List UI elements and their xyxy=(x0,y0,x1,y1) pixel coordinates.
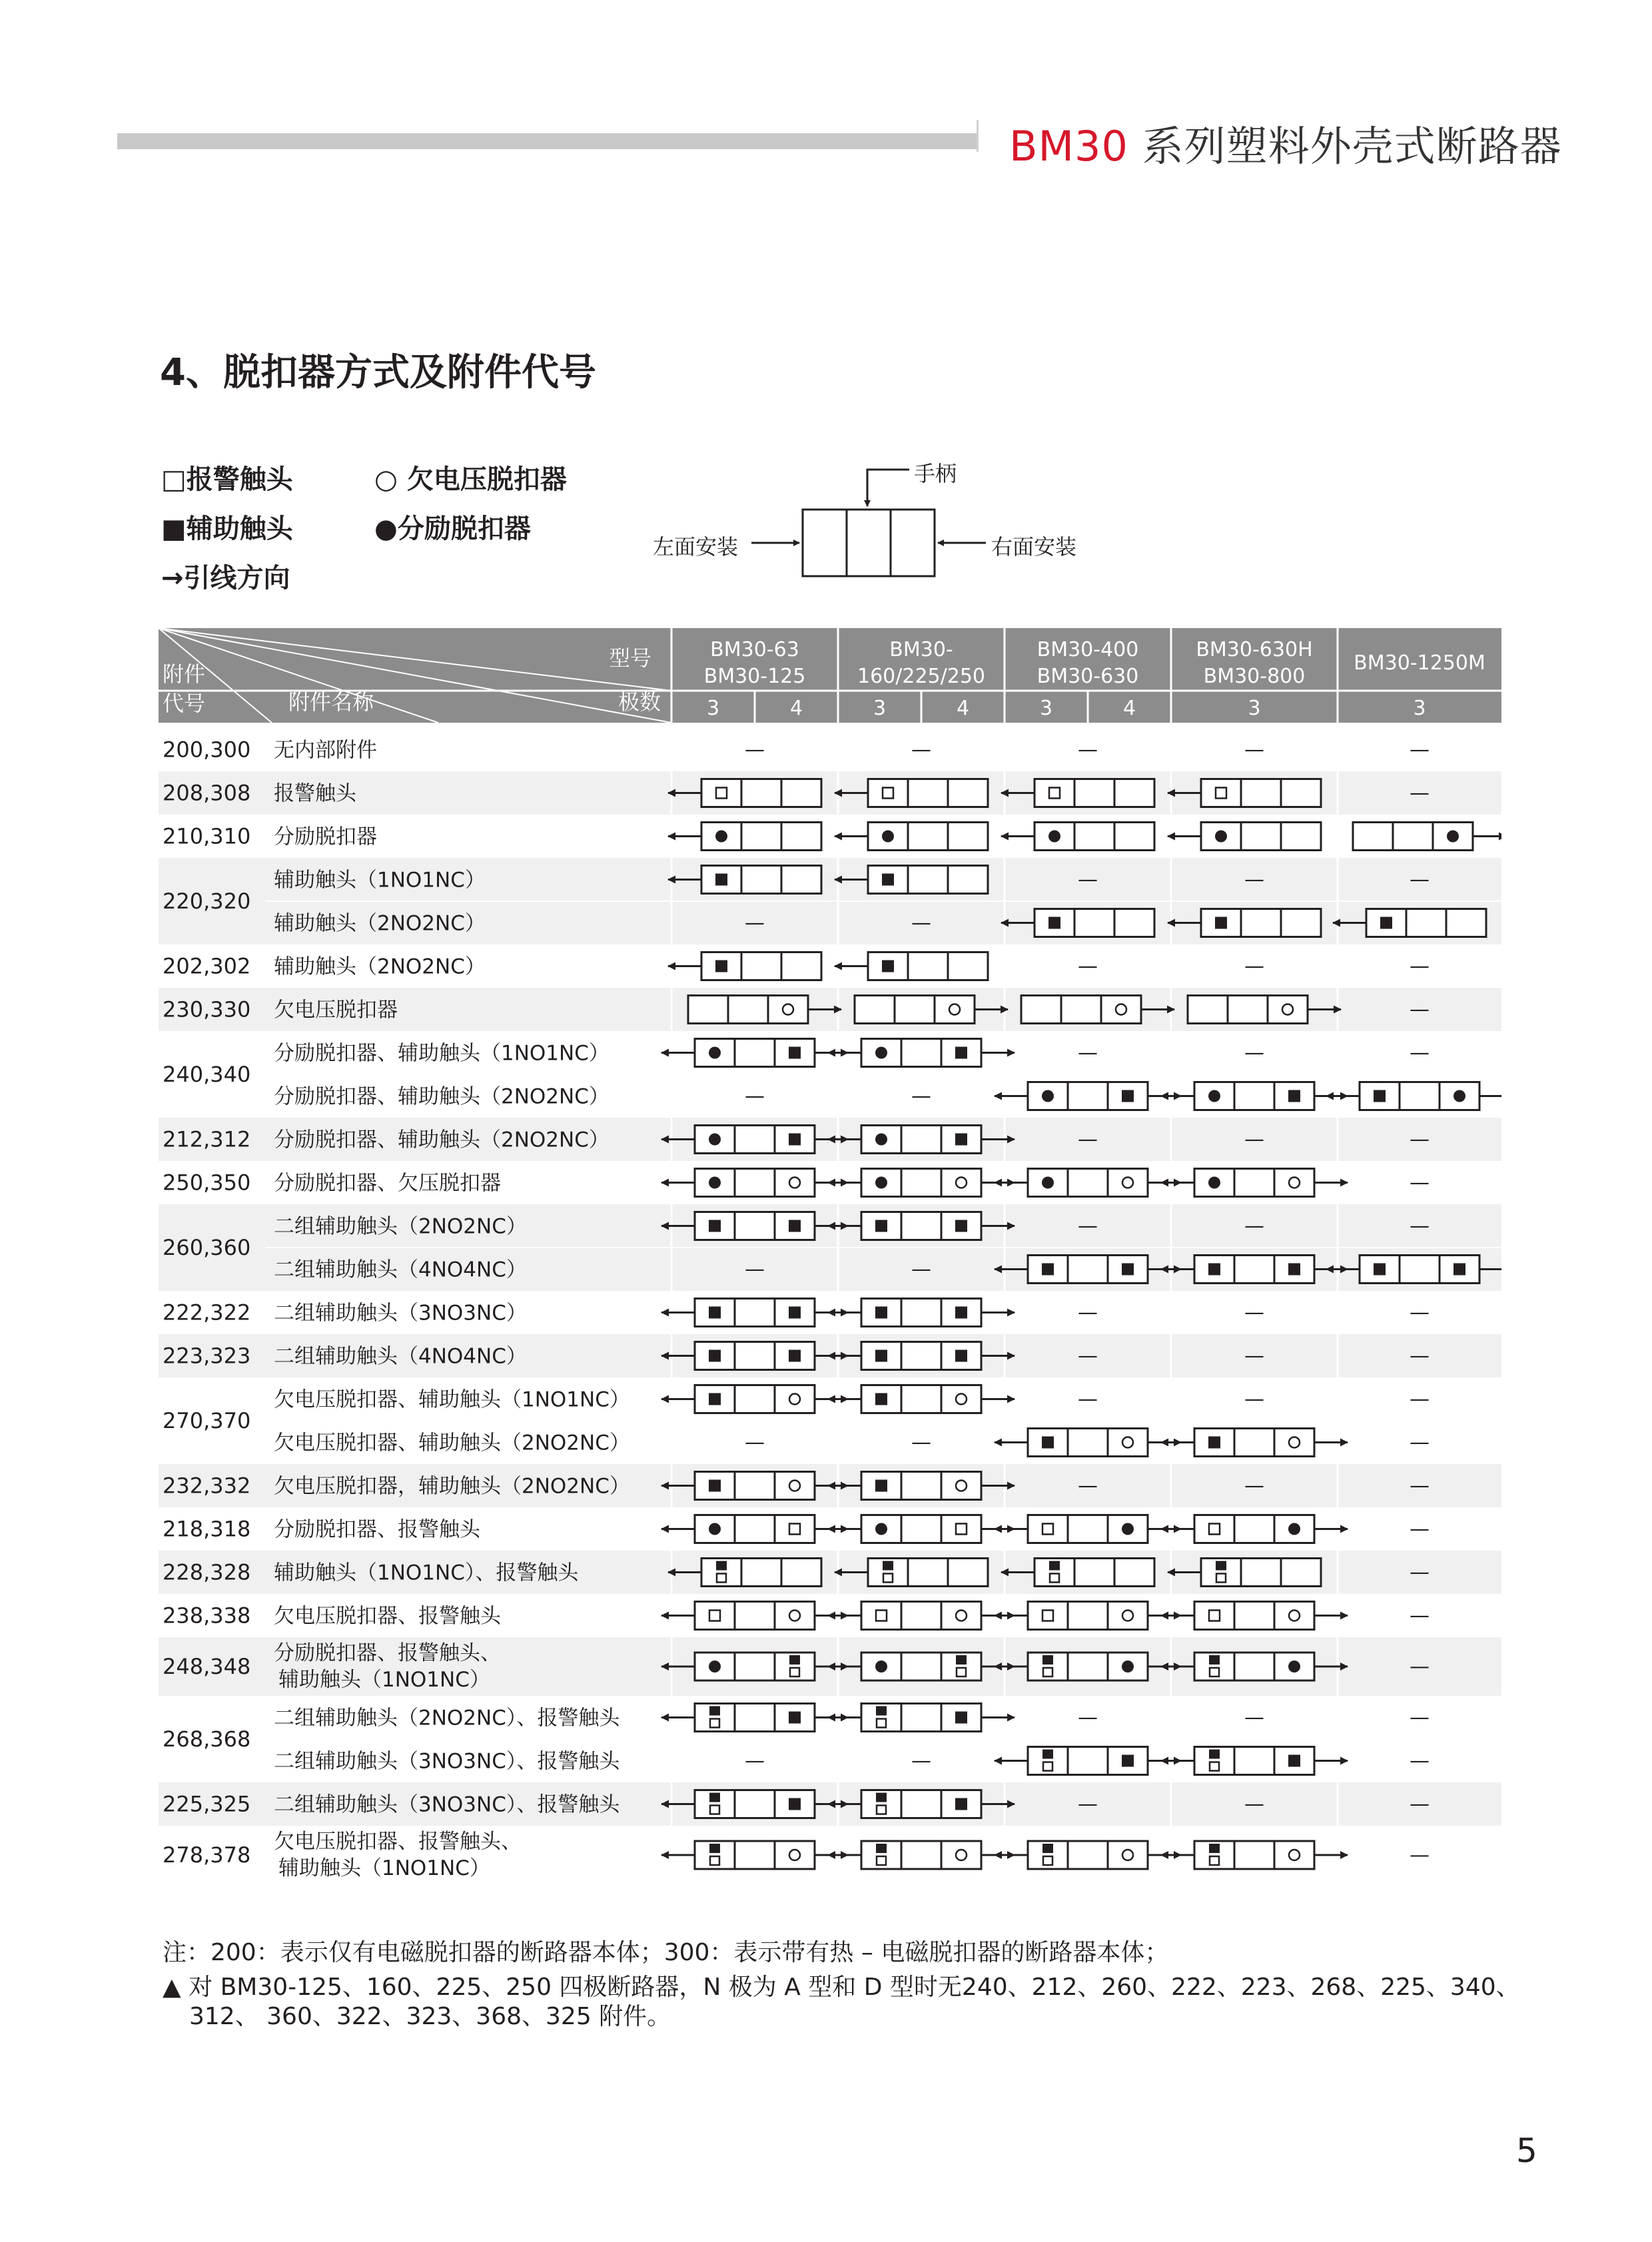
auxiliary-contact-icon xyxy=(1042,1437,1054,1449)
model-name: BM30-630H xyxy=(1196,638,1313,661)
alarm-contact-icon xyxy=(1050,1574,1059,1583)
attachment-code: 210,310 xyxy=(163,823,251,849)
empty-dash: — xyxy=(1410,1301,1430,1325)
empty-dash: — xyxy=(1410,1844,1430,1867)
attachment-code: 228,328 xyxy=(163,1559,251,1585)
undervoltage-release-icon xyxy=(1289,1850,1300,1860)
alarm-contact-icon xyxy=(709,1611,720,1621)
empty-dash: — xyxy=(1078,1214,1098,1238)
shunt-release-icon xyxy=(709,1661,721,1673)
undervoltage-release-icon xyxy=(1122,1850,1133,1860)
empty-dash: — xyxy=(1078,738,1098,762)
alarm-contact-icon xyxy=(1043,1856,1052,1865)
auxiliary-contact-icon xyxy=(1380,917,1392,929)
empty-dash: — xyxy=(1410,1214,1430,1238)
empty-dash: — xyxy=(745,1258,765,1282)
shunt-release-icon xyxy=(715,831,727,843)
alarm-contact-icon xyxy=(1209,1611,1220,1621)
empty-dash: — xyxy=(1410,868,1430,892)
shunt-release-icon xyxy=(875,1047,887,1059)
auxiliary-contact-icon xyxy=(1374,1264,1386,1276)
attachment-code: 240,340 xyxy=(163,1062,251,1087)
attachment-code: 218,318 xyxy=(163,1516,251,1542)
attachment-name: 无内部附件 xyxy=(274,738,377,763)
attachment-name: 二组辅助触头（3NO3NC） xyxy=(274,1301,527,1325)
auxiliary-contact-icon xyxy=(789,1798,801,1810)
attachment-code: 250,350 xyxy=(163,1170,251,1196)
auxiliary-contact-icon xyxy=(1122,1090,1134,1102)
attachment-name: 分励脱扣器、辅助触头（2NO2NC） xyxy=(274,1128,610,1152)
auxiliary-contact-icon xyxy=(789,1350,801,1362)
undervoltage-release-icon xyxy=(956,1178,967,1188)
empty-dash: — xyxy=(1410,1431,1430,1455)
attachment-name: 分励脱扣器、辅助触头（2NO2NC） xyxy=(274,1084,610,1109)
attachment-name: 分励脱扣器、欠压脱扣器 xyxy=(274,1171,501,1196)
auxiliary-contact-icon xyxy=(709,1844,720,1853)
model-name: BM30-800 xyxy=(1203,665,1306,688)
empty-dash: — xyxy=(1410,1604,1430,1628)
undervoltage-release-icon xyxy=(789,1481,800,1491)
attachment-code: 202,302 xyxy=(163,953,251,979)
auxiliary-contact-icon xyxy=(709,1793,720,1802)
shunt-release-icon xyxy=(1208,1177,1220,1189)
alarm-contact-icon xyxy=(710,1719,719,1728)
empty-dash: — xyxy=(745,1084,765,1108)
shunt-release-icon xyxy=(1048,831,1060,843)
model-name: BM30- xyxy=(889,638,953,661)
empty-dash: — xyxy=(1410,1344,1430,1368)
auxiliary-contact-icon xyxy=(875,1393,887,1405)
pole-count: 3 xyxy=(1039,697,1053,720)
series-suffix: 系列塑料外壳式断路器 xyxy=(1128,122,1562,171)
auxiliary-contact-icon xyxy=(1049,1561,1060,1571)
auxiliary-contact-icon xyxy=(789,1047,801,1059)
attachment-code: 222,322 xyxy=(163,1300,251,1325)
attachment-name: 二组辅助触头（3NO3NC）、报警触头 xyxy=(274,1792,620,1817)
attachment-name: 欠电压脱扣器、辅助触头（2NO2NC） xyxy=(274,1431,630,1455)
undervoltage-release-icon xyxy=(956,1850,967,1860)
shunt-release-icon xyxy=(1122,1661,1134,1673)
legend-shunt-release: ●分励脱扣器 xyxy=(374,514,531,544)
pole-count: 4 xyxy=(956,697,970,720)
attachment-name: 欠电压脱扣器、报警触头、 xyxy=(274,1830,522,1854)
shunt-release-icon xyxy=(1447,831,1459,843)
empty-dash: — xyxy=(1244,1214,1264,1238)
empty-dash: — xyxy=(1410,1655,1430,1679)
empty-dash: — xyxy=(1078,1344,1098,1368)
shunt-release-icon xyxy=(875,1523,887,1535)
attachment-code: 200,300 xyxy=(163,737,251,763)
header-rule xyxy=(117,133,977,149)
undervoltage-release-icon xyxy=(956,1394,967,1405)
shunt-release-icon xyxy=(1288,1661,1300,1673)
alarm-contact-icon xyxy=(1049,788,1060,799)
attachment-name: 二组辅助触头（2NO2NC） xyxy=(274,1214,527,1239)
auxiliary-contact-icon xyxy=(875,1480,887,1492)
alarm-contact-icon xyxy=(876,1611,887,1621)
right-mount-label: 右面安装 xyxy=(991,534,1077,560)
auxiliary-contact-icon xyxy=(955,1220,967,1232)
auxiliary-contact-icon xyxy=(1453,1264,1465,1276)
auxiliary-contact-icon xyxy=(789,1712,801,1724)
empty-dash: — xyxy=(1410,1474,1430,1498)
auxiliary-contact-icon xyxy=(789,1655,800,1665)
auxiliary-contact-icon xyxy=(1042,1750,1053,1759)
auxiliary-contact-icon xyxy=(1122,1264,1134,1276)
alarm-contact-icon xyxy=(790,1668,799,1677)
attachment-code: 238,338 xyxy=(163,1603,251,1629)
alarm-contact-icon xyxy=(1043,1668,1052,1677)
attachment-name: 分励脱扣器、报警触头 xyxy=(274,1517,480,1542)
attachment-code: 225,325 xyxy=(163,1791,251,1817)
auxiliary-contact-icon xyxy=(1288,1090,1300,1102)
auxiliary-contact-icon xyxy=(1209,1750,1220,1759)
mounting-diagram-drawing xyxy=(653,440,1119,593)
pole-count: 4 xyxy=(789,697,803,720)
auxiliary-contact-icon xyxy=(1209,1844,1220,1853)
attachment-code: 232,332 xyxy=(163,1473,251,1499)
empty-dash: — xyxy=(1078,1792,1098,1816)
empty-dash: — xyxy=(1244,1128,1264,1152)
auxiliary-contact-icon xyxy=(955,1798,967,1810)
pole-count: 3 xyxy=(706,697,720,720)
empty-dash: — xyxy=(1244,1301,1264,1325)
empty-dash: — xyxy=(745,1431,765,1455)
empty-dash: — xyxy=(745,1749,765,1773)
undervoltage-release-icon xyxy=(1282,1004,1293,1015)
pole-count: 3 xyxy=(1413,697,1426,720)
auxiliary-contact-icon xyxy=(876,1844,887,1853)
legend-alarm-contact: □报警触头 xyxy=(161,464,293,495)
empty-dash: — xyxy=(1244,1344,1264,1368)
attachment-code: 248,348 xyxy=(163,1654,251,1679)
auxiliary-contact-icon xyxy=(715,960,727,972)
shunt-release-icon xyxy=(1208,1090,1220,1102)
empty-dash: — xyxy=(1410,781,1430,805)
model-name: BM30-1250M xyxy=(1354,651,1485,675)
empty-dash: — xyxy=(1410,1387,1430,1411)
auxiliary-contact-icon xyxy=(955,1134,967,1146)
empty-dash: — xyxy=(745,738,765,762)
header-code-label: 代号 xyxy=(163,691,206,716)
undervoltage-release-icon xyxy=(789,1611,800,1621)
auxiliary-contact-icon xyxy=(789,1220,801,1232)
undervoltage-release-icon xyxy=(1116,1004,1126,1015)
shunt-release-icon xyxy=(875,1661,887,1673)
undervoltage-release-icon xyxy=(783,1004,793,1015)
undervoltage-release-icon xyxy=(789,1850,800,1860)
empty-dash: — xyxy=(911,911,931,935)
alarm-contact-icon xyxy=(717,1574,726,1583)
empty-dash: — xyxy=(1078,1474,1098,1498)
attachment-name: 分励脱扣器、报警触头、 xyxy=(274,1641,501,1665)
alarm-contact-icon xyxy=(716,788,727,799)
undervoltage-release-icon xyxy=(789,1178,800,1188)
attachment-code: 212,312 xyxy=(163,1126,251,1152)
shunt-release-icon xyxy=(882,831,894,843)
shunt-release-icon xyxy=(875,1134,887,1146)
auxiliary-contact-icon xyxy=(875,1307,887,1319)
attachment-name: 二组辅助触头（4NO4NC） xyxy=(274,1258,527,1282)
alarm-contact-icon xyxy=(710,1806,719,1814)
empty-dash: — xyxy=(1078,1387,1098,1411)
alarm-contact-icon xyxy=(710,1856,719,1865)
accessory-code-table xyxy=(159,628,1501,1894)
attachment-code: 270,370 xyxy=(163,1408,251,1433)
accessory-code-table-svg xyxy=(159,628,1501,1894)
note-line-1: 注：200：表示仅有电磁脱扣器的断路器本体；300：表示带有热 – 电磁脱扣器的断路器本体； xyxy=(163,1939,1169,1966)
attachment-code: 230,330 xyxy=(163,996,251,1022)
empty-dash: — xyxy=(1078,1706,1098,1730)
alarm-contact-icon xyxy=(789,1524,800,1535)
alarm-contact-icon xyxy=(1210,1856,1219,1865)
alarm-contact-icon xyxy=(1210,1668,1219,1677)
empty-dash: — xyxy=(911,1084,931,1108)
shunt-release-icon xyxy=(1288,1523,1300,1535)
handle-label: 手柄 xyxy=(914,461,957,486)
auxiliary-contact-icon xyxy=(716,1561,727,1571)
auxiliary-contact-icon xyxy=(1374,1090,1386,1102)
note-line-2: ▲ 对 BM30-125、160、225、250 四极断路器，N 极为 A 型和 D 型时无240、212、260、222、223、268、225、340、 xyxy=(163,1974,1520,2001)
pole-count: 4 xyxy=(1122,697,1136,720)
auxiliary-contact-icon xyxy=(1288,1264,1300,1276)
auxiliary-contact-icon xyxy=(709,1307,721,1319)
auxiliary-contact-icon xyxy=(709,1480,721,1492)
empty-dash: — xyxy=(911,1431,931,1455)
shunt-release-icon xyxy=(1042,1090,1054,1102)
auxiliary-contact-icon xyxy=(876,1706,887,1716)
auxiliary-contact-icon xyxy=(1208,1437,1220,1449)
empty-dash: — xyxy=(1244,954,1264,978)
empty-dash: — xyxy=(911,1749,931,1773)
header-name-label: 附件名称 xyxy=(288,689,374,715)
auxiliary-contact-icon xyxy=(709,1220,721,1232)
auxiliary-contact-icon xyxy=(1216,1561,1226,1571)
empty-dash: — xyxy=(1410,1517,1430,1541)
shunt-release-icon xyxy=(1042,1177,1054,1189)
mounting-diagram xyxy=(653,440,1119,593)
shunt-release-icon xyxy=(709,1047,721,1059)
shunt-release-icon xyxy=(1122,1523,1134,1535)
pole-count: 3 xyxy=(1248,697,1261,720)
auxiliary-contact-icon xyxy=(882,960,894,972)
model-name: BM30-63 xyxy=(710,638,799,661)
attachment-code: 278,378 xyxy=(163,1842,251,1868)
auxiliary-contact-icon xyxy=(955,1712,967,1724)
note-line-3: 312、 360、322、323、368、325 附件。 xyxy=(189,2003,671,2030)
alarm-contact-icon xyxy=(877,1806,886,1814)
attachment-name: 欠电压脱扣器、辅助触头（1NO1NC） xyxy=(274,1387,630,1412)
empty-dash: — xyxy=(1410,1171,1430,1195)
legend-undervoltage-release: ○ 欠电压脱扣器 xyxy=(374,464,567,495)
auxiliary-contact-icon xyxy=(955,1047,967,1059)
attachment-name: 辅助触头（2NO2NC） xyxy=(274,911,486,936)
undervoltage-release-icon xyxy=(789,1394,800,1405)
model-name: BM30-400 xyxy=(1036,638,1139,661)
empty-dash: — xyxy=(1410,1128,1430,1152)
attachment-name: 辅助触头（1NO1NC）、报警触头 xyxy=(274,1561,579,1585)
auxiliary-contact-icon xyxy=(709,1350,721,1362)
header-code-label: 附件 xyxy=(163,661,206,687)
empty-dash: — xyxy=(1244,1041,1264,1065)
alarm-contact-icon xyxy=(883,788,893,799)
attachment-name: 分励脱扣器、辅助触头（1NO1NC） xyxy=(274,1041,610,1066)
model-name: BM30-125 xyxy=(703,665,806,688)
empty-dash: — xyxy=(1244,868,1264,892)
shunt-release-icon xyxy=(875,1177,887,1189)
shunt-release-icon xyxy=(709,1177,721,1189)
undervoltage-release-icon xyxy=(949,1004,960,1015)
alarm-contact-icon xyxy=(957,1668,966,1677)
shunt-release-icon xyxy=(1215,831,1227,843)
auxiliary-contact-icon xyxy=(789,1307,801,1319)
attachment-name: 欠电压脱扣器 xyxy=(274,998,398,1022)
empty-dash: — xyxy=(1078,1301,1098,1325)
empty-dash: — xyxy=(745,911,765,935)
auxiliary-contact-icon xyxy=(955,1350,967,1362)
empty-dash: — xyxy=(1244,1792,1264,1816)
auxiliary-contact-icon xyxy=(709,1393,721,1405)
auxiliary-contact-icon xyxy=(709,1706,720,1716)
attachment-code: 208,308 xyxy=(163,780,251,806)
header-poles-label: 极数 xyxy=(618,689,661,715)
attachment-name: 欠电压脱扣器、报警触头 xyxy=(274,1604,501,1629)
header-divider xyxy=(977,120,979,152)
attachment-name: 辅助触头（1NO1NC） xyxy=(274,868,486,893)
undervoltage-release-icon xyxy=(956,1611,967,1621)
attachment-name: 二组辅助触头（2NO2NC）、报警触头 xyxy=(274,1706,620,1730)
empty-dash: — xyxy=(1410,1706,1430,1730)
empty-dash: — xyxy=(1244,738,1264,762)
model-name: BM30-630 xyxy=(1036,665,1139,688)
attachment-name: 报警触头 xyxy=(274,781,356,806)
shunt-release-icon xyxy=(1453,1090,1465,1102)
shunt-release-icon xyxy=(709,1134,721,1146)
auxiliary-contact-icon xyxy=(715,874,727,886)
model-name: 160/225/250 xyxy=(857,665,985,688)
empty-dash: — xyxy=(1078,954,1098,978)
attachment-name: 辅助触头（1NO1NC） xyxy=(278,1668,490,1692)
undervoltage-release-icon xyxy=(1289,1437,1300,1448)
empty-dash: — xyxy=(1410,954,1430,978)
auxiliary-contact-icon xyxy=(1122,1755,1134,1767)
auxiliary-contact-icon xyxy=(789,1134,801,1146)
empty-dash: — xyxy=(1410,1749,1430,1773)
alarm-contact-icon xyxy=(1043,1762,1052,1771)
attachment-code: 223,323 xyxy=(163,1343,251,1369)
attachment-code: 260,360 xyxy=(163,1235,251,1260)
auxiliary-contact-icon xyxy=(883,1561,893,1571)
alarm-contact-icon xyxy=(1216,788,1226,799)
empty-dash: — xyxy=(1410,738,1430,762)
alarm-contact-icon xyxy=(877,1719,886,1728)
auxiliary-contact-icon xyxy=(1048,917,1060,929)
empty-dash: — xyxy=(1410,1561,1430,1585)
empty-dash: — xyxy=(1410,1792,1430,1816)
empty-dash: — xyxy=(1244,1474,1264,1498)
auxiliary-contact-icon xyxy=(1042,1844,1053,1853)
alarm-contact-icon xyxy=(1042,1524,1053,1535)
undervoltage-release-icon xyxy=(1289,1611,1300,1621)
empty-dash: — xyxy=(1244,1387,1264,1411)
alarm-contact-icon xyxy=(956,1524,967,1535)
alarm-contact-icon xyxy=(1210,1762,1219,1771)
auxiliary-contact-icon xyxy=(1042,1264,1054,1276)
attachment-name: 辅助触头（1NO1NC） xyxy=(278,1856,490,1880)
empty-dash: — xyxy=(1410,998,1430,1022)
auxiliary-contact-icon xyxy=(955,1307,967,1319)
alarm-contact-icon xyxy=(883,1574,893,1583)
shunt-release-icon xyxy=(709,1523,721,1535)
auxiliary-contact-icon xyxy=(882,874,894,886)
attachment-name: 二组辅助触头（3NO3NC）、报警触头 xyxy=(274,1749,620,1774)
undervoltage-release-icon xyxy=(956,1481,967,1491)
series-prefix: BM30 xyxy=(1009,122,1128,171)
series-title xyxy=(1009,113,1562,173)
attachment-name: 辅助触头（2NO2NC） xyxy=(274,954,486,979)
header-model-label: 型号 xyxy=(608,645,651,671)
empty-dash: — xyxy=(1078,868,1098,892)
undervoltage-release-icon xyxy=(1122,1178,1133,1188)
auxiliary-contact-icon xyxy=(1288,1755,1300,1767)
auxiliary-contact-icon xyxy=(1209,1655,1220,1665)
auxiliary-contact-icon xyxy=(875,1220,887,1232)
attachment-code: 220,320 xyxy=(163,889,251,914)
auxiliary-contact-icon xyxy=(1042,1655,1053,1665)
empty-dash: — xyxy=(911,738,931,762)
empty-dash: — xyxy=(1078,1041,1098,1065)
auxiliary-contact-icon xyxy=(875,1350,887,1362)
alarm-contact-icon xyxy=(1216,1574,1226,1583)
auxiliary-contact-icon xyxy=(956,1655,967,1665)
auxiliary-contact-icon xyxy=(876,1793,887,1802)
attachment-name: 分励脱扣器 xyxy=(274,825,377,849)
undervoltage-release-icon xyxy=(1122,1437,1133,1448)
auxiliary-contact-icon xyxy=(1208,1264,1220,1276)
attachment-code: 268,368 xyxy=(163,1726,251,1752)
attachment-name: 欠电压脱扣器，辅助触头（2NO2NC） xyxy=(274,1474,630,1499)
alarm-contact-icon xyxy=(1209,1524,1220,1535)
empty-dash: — xyxy=(911,1258,931,1282)
auxiliary-contact-icon xyxy=(1215,917,1227,929)
legend-lead-direction: →引线方向 xyxy=(161,563,290,593)
undervoltage-release-icon xyxy=(1289,1178,1300,1188)
left-mount-label: 左面安装 xyxy=(653,534,739,560)
empty-dash: — xyxy=(1078,1128,1098,1152)
pole-count: 3 xyxy=(873,697,887,720)
alarm-contact-icon xyxy=(877,1856,886,1865)
alarm-contact-icon xyxy=(1042,1611,1053,1621)
empty-dash: — xyxy=(1244,1706,1264,1730)
section-title: 4、脱扣器方式及附件代号 xyxy=(160,351,596,394)
page-number: 5 xyxy=(1516,2131,1537,2170)
empty-dash: — xyxy=(1410,1041,1430,1065)
attachment-name: 二组辅助触头（4NO4NC） xyxy=(274,1344,527,1369)
legend-auxiliary-contact: ■辅助触头 xyxy=(161,514,293,544)
undervoltage-release-icon xyxy=(1122,1611,1133,1621)
